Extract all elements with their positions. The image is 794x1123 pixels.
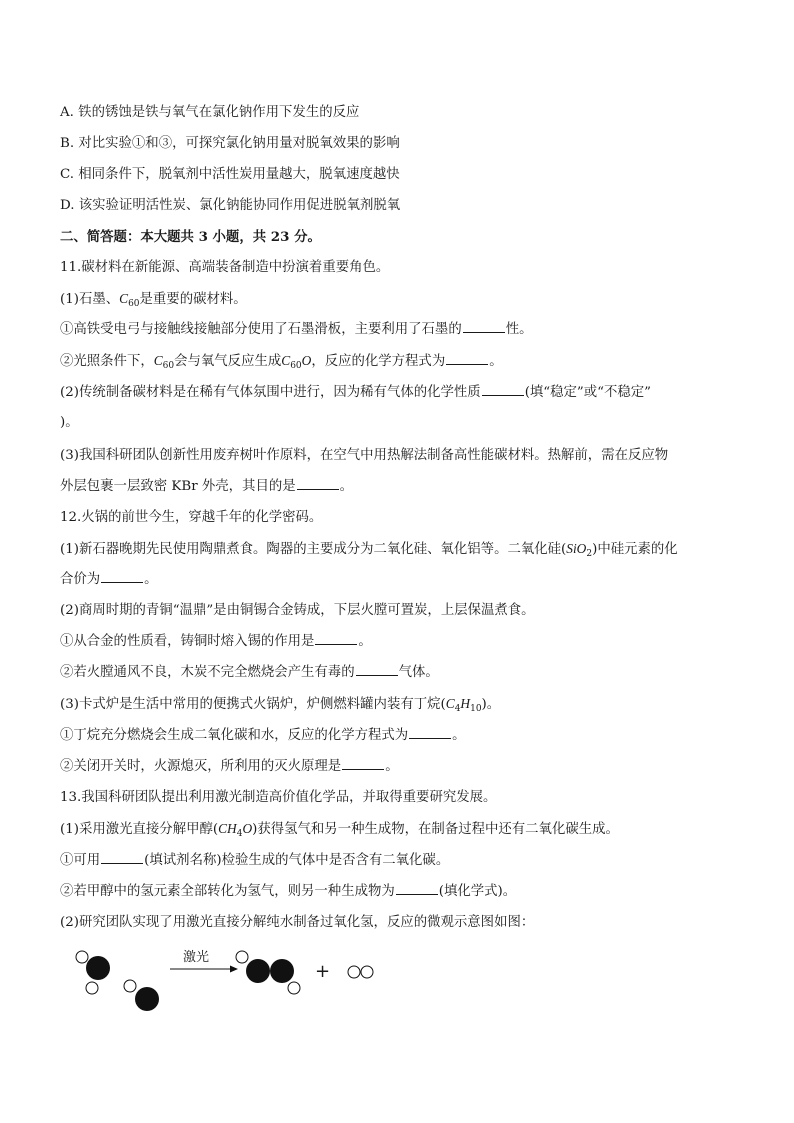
q12-part3: (3)卡式炉是生活中常用的便携式火锅炉，炉侧燃料罐内装有丁烷$(C_4H_{10})$。 [60,696,501,714]
answer-blank[interactable] [446,352,488,365]
water-molecule [76,951,110,994]
q12-part1-line2: 合价为 。 [60,572,158,587]
hydrogen-atom [86,982,98,994]
answer-blank[interactable] [409,726,451,739]
q12-part1-line1: (1)新石器晚期先民使用陶鼎煮食。陶器的主要成分为二氧化硅、氧化铝等。二氧化硅(SiO$_2$)中硅元素的化 [60,541,678,559]
q13-part2: (2)研究团队实现了用激光直接分解纯水制备过氧化氢，反应的微观示意图如图： [60,915,535,930]
hydrogen-atom [348,966,360,978]
reaction-diagram [70,940,400,1020]
q12-stem: 12.火锅的前世今生，穿越千年的化学密码。 [60,510,323,525]
answer-blank[interactable] [101,851,143,864]
answer-blank[interactable] [463,320,505,333]
q11-part1b: ②光照条件下，$C_{60}$会与氧气反应生成$C_{60}O$，反应的化学方程式为 。 [60,353,503,371]
q12-part3b: ②关闭开关时，火源熄灭，所利用的灭火原理是 。 [60,759,399,774]
answer-blank[interactable] [297,477,339,490]
q11-part1a: ①高铁受电弓与接触线接触部分使用了石墨滑板，主要利用了石墨的 性。 [60,322,533,337]
q13-part1a: ①可用 (填试剂名称)检验生成的气体中是否含有二氧化碳。 [60,853,450,868]
oxygen-atom [86,956,110,980]
hydrogen-atom [76,951,88,963]
hydrogen-atom [361,966,373,978]
answer-blank[interactable] [342,757,384,770]
q12-part2b: ②若火膛通风不良，木炭不完全燃烧会产生有毒的 气体。 [60,665,439,680]
q13-stem: 13.我国科研团队提出利用激光制造高价值化学品，并取得重要研究发展。 [60,790,497,805]
q12-part2: (2)商周时期的青铜“温鼎”是由铜锡合金铸成，下层火膛可置炭，上层保温煮食。 [60,603,535,618]
answer-blank[interactable] [482,383,524,396]
option-d: D. 该实验证明活性炭、氯化钠能协同作用促进脱氧剂脱氧 [60,198,401,213]
answer-blank[interactable] [396,882,438,895]
q11-part3-line1: (3)我国科研团队创新性用废弃树叶作原料，在空气中用热解法制备高性能碳材料。热解前，需在反应物 [60,448,669,463]
answer-blank[interactable] [356,663,398,676]
hydrogen-atom [288,982,300,994]
section-heading: 二、简答题：本大题共 3 小题，共 23 分。 [60,229,321,245]
oxygen-atom [270,959,294,983]
q12-part2a: ①从合金的性质看，铸铜时熔入锡的作用是 。 [60,634,372,649]
q13-part1: (1)采用激光直接分解甲醇$(CH_4O)$获得氢气和另一种生成物，在制备过程中还有二氧化碳生成。 [60,821,619,839]
hydrogen-molecule [348,966,373,978]
oxygen-atom [246,959,270,983]
hydrogen-atom [124,980,136,992]
answer-blank[interactable] [101,570,143,583]
q11-part2: (2)传统制备碳材料是在稀有气体氛围中进行，因为稀有气体的化学性质 (填“稳定”或“不稳定” [60,385,652,400]
q11-part1: (1)石墨、$C_{60}$是重要的碳材料。 [60,291,247,309]
plus-sign: + [315,961,331,982]
water-molecule [124,980,159,1011]
answer-blank[interactable] [315,632,357,645]
option-a: A. 铁的锈蚀是铁与氧气在氯化钠作用下发生的反应 [60,105,360,120]
q11-part3-line2: 外层包裹一层致密 KBr 外壳，其目的是 。 [60,479,354,494]
q13-part1b: ②若甲醇中的氢元素全部转化为氢气，则另一种生成物为 (填化学式)。 [60,884,517,899]
option-b: B. 对比实验①和③，可探究氯化钠用量对脱氧效果的影响 [60,136,400,151]
oxygen-atom [135,987,159,1011]
option-c: C. 相同条件下，脱氧剂中活性炭用量越大，脱氧速度越快 [60,167,400,182]
hydrogen-peroxide-molecule [236,951,300,994]
arrow-head-icon [230,966,238,973]
q11-part2-cont: )。 [60,415,79,430]
q12-part3a: ①丁烷充分燃烧会生成二氧化碳和水，反应的化学方程式为 。 [60,728,466,743]
hydrogen-atom [236,951,248,963]
q11-stem: 11.碳材料在新能源、高端装备制造中扮演着重要角色。 [60,260,390,275]
arrow-label: 激光 [183,950,210,965]
